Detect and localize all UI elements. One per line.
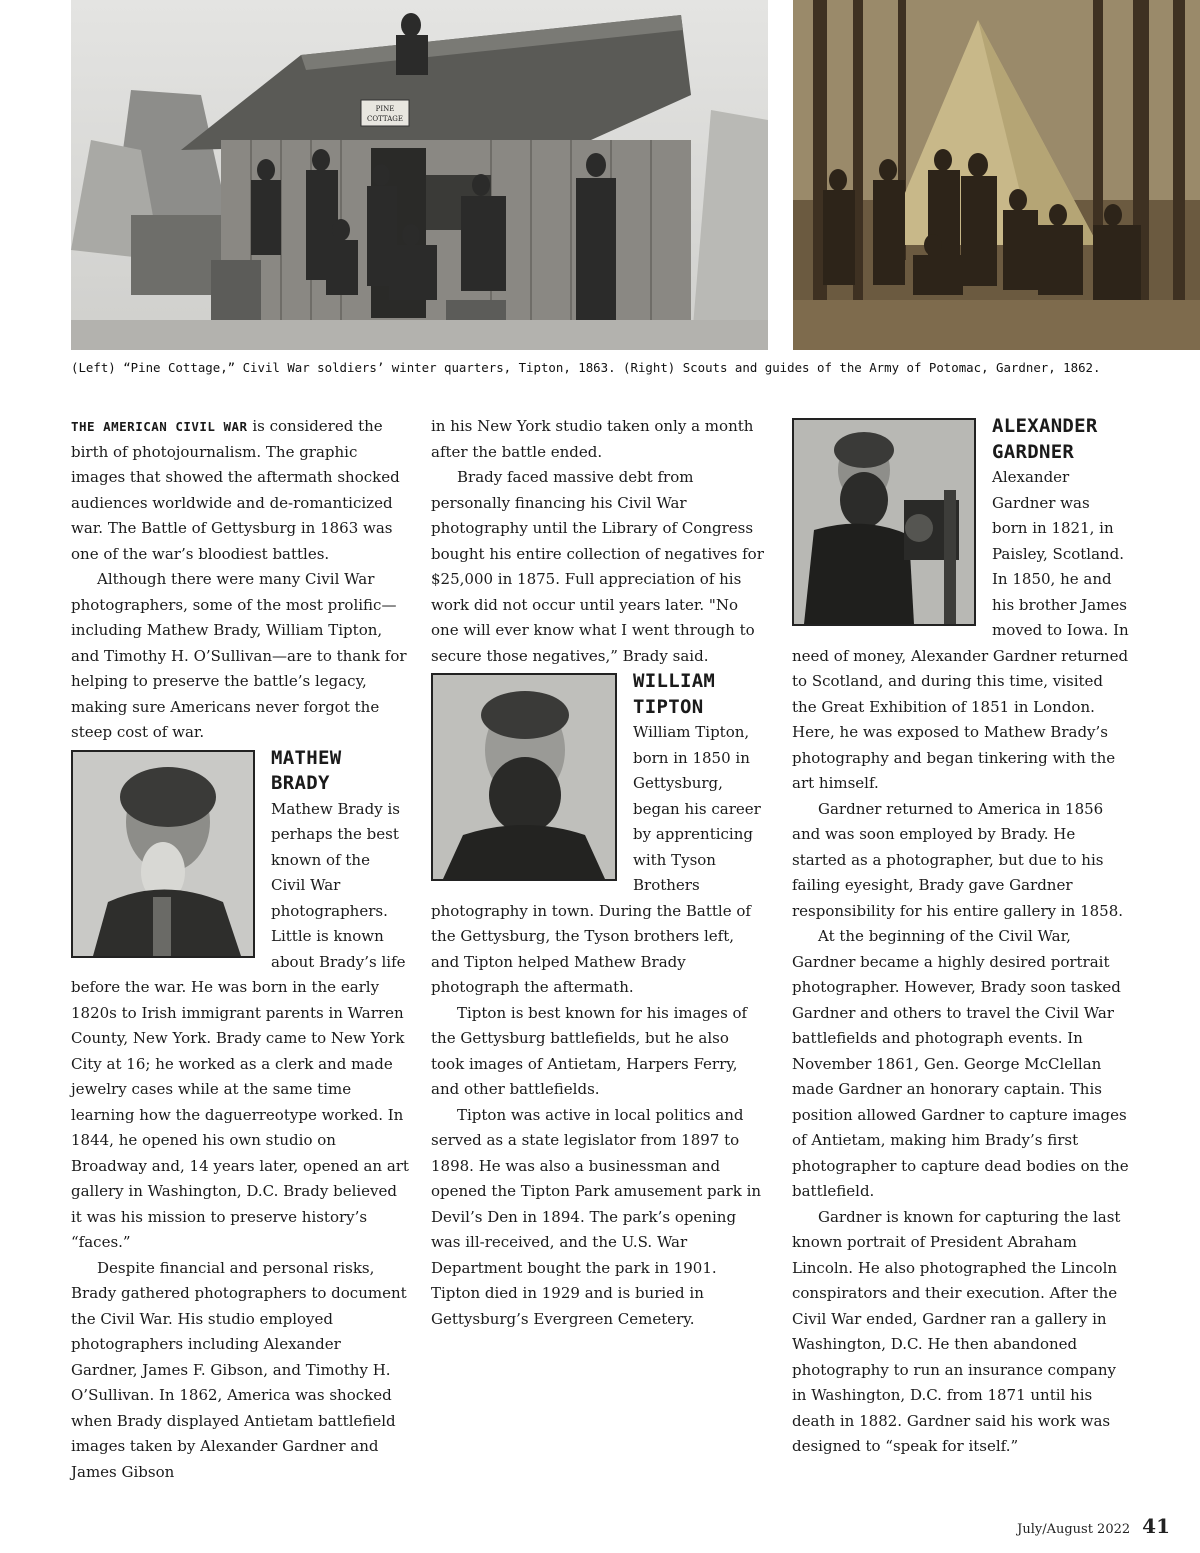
gardner-paragraph-4: Gardner is known for capturing the last known portrait of President Abraham Lincoln. He also photographed the Lincoln conspirators and their execution. After the Civil War ended, Gardner ran a gallery in Washington, D.C. He then abandoned photography to run an insurance company in Washington, D.C. from 1871 until his death in 1882. Gardner said his work was designed to “speak for itself.” bbox=[792, 1207, 1121, 1455]
column-3 bbox=[792, 414, 1129, 1460]
tipton-heading-line2: TIPTON bbox=[633, 695, 704, 718]
sign-text-line2: COTTAGE bbox=[367, 115, 403, 123]
intro-text: is considered the birth of photojournalism. The graphic images that showed the aftermath shocked audiences worldwide and de-romanticized war. The Battle of Gettysburg in 1863 was one of the war’s bloodiest battles. bbox=[71, 417, 400, 563]
gardner-heading-line2: GARDNER bbox=[992, 440, 1075, 463]
column-2 bbox=[431, 414, 765, 1332]
gardner-heading-line1: ALEXANDER bbox=[992, 415, 1098, 437]
tipton-paragraph-2: Tipton is best known for his images of the Gettysburg battlefields, but he also took images of Antietam, Harpers Ferry, and other battlefields. bbox=[431, 1003, 748, 1098]
mathew-brady-portrait bbox=[71, 750, 255, 958]
page-number: 41 bbox=[1142, 1514, 1170, 1538]
brady-heading-line2: BRADY bbox=[271, 772, 330, 794]
gardner-paragraph-3: At the beginning of the Civil War, Gardner became a highly desired portrait photographer. However, Brady soon tasked Gardner and others to travel the Civil War battlefields and photograph events. In November 1861, Gen. George McClellan made Gardner an honorary captain. This position allowed Gardner to capture images of Antietam, making him Brady’s first photographer to capture dead bodies on the battlefield. bbox=[792, 927, 1129, 1200]
gardner-paragraph-2: Gardner returned to America in 1856 and was soon employed by Brady. He started as a photographer, but due to his failing eyesight, Brady gave Gardner responsibility for his entire gallery in 1858. bbox=[792, 799, 1124, 920]
william-tipton-portrait bbox=[431, 673, 617, 881]
lead-in: THE AMERICAN CIVIL WAR bbox=[71, 419, 248, 434]
column-1 bbox=[71, 414, 409, 1485]
pine-cottage-photo bbox=[71, 0, 768, 350]
intro-paragraph bbox=[71, 414, 409, 567]
body-paragraph: Brady faced massive debt from personally financing his Civil War photography until the Library of Congress bought his entire collection of negatives for $25,000 in 1875. Full appreciation of his work did not occur until years later. "No one will ever know what I went through to secure those negatives,” Brady said. bbox=[431, 468, 764, 665]
tipton-heading-line1: WILLIAM bbox=[633, 670, 716, 692]
brady-paragraph-1: Mathew Brady is perhaps the best known of the Civil War photographers. Little is known about Brady’s life before the war. He was born in the early 1820s to Irish immigrant parents in Warren County, New York. Brady came to New York City at 16; he worked as a clerk and made jewelry cases while at the same time learning how the daguerreotype worked. In 1844, he opened his own studio on Broadway and, 14 years later, opened an art gallery in Washington, D.C. Brady believed it was his mission to preserve history’s “faces.” bbox=[71, 799, 409, 1251]
photo-caption: (Left) “Pine Cottage,” Civil War soldiers’ winter quarters, Tipton, 1863. (Right) Scouts and guides of the Army of Potomac, Gardner, 1862. bbox=[71, 360, 1101, 375]
alexander-gardner-portrait bbox=[792, 418, 976, 626]
brady-paragraph-2: Despite financial and personal risks, Brady gathered photographers to document the Civil War. His studio employed photographers including Alexander Gardner, James F. Gibson, and Timothy H. O’Sullivan. In 1862, America was shocked when Brady displayed Antietam battlefield images taken by Alexander Gardner and James Gibson bbox=[71, 1258, 407, 1481]
continued-paragraph: in his New York studio taken only a month after the battle ended. bbox=[431, 417, 754, 461]
brady-heading-line1: MATHEW bbox=[271, 746, 342, 769]
body-paragraph: Although there were many Civil War photographers, some of the most prolific—including Mathew Brady, William Tipton, and Timothy H. O’Sullivan—are to thank for helping to preserve the battle’s legacy, making sure Americans never forgot the steep cost of war. bbox=[71, 570, 407, 741]
gardner-paragraph-1: Alexander Gardner was born in 1821, in Paisley, Scotland. In 1850, he and his brother James moved to Iowa. In need of money, Alexander Gardner returned to Scotland, and during this time, visited the Great Exhibition of 1851 in London. Here, he was exposed to Mathew Brady’s photography and began tinkering with the art himself. bbox=[792, 468, 1129, 792]
sign-text-line1: PINE bbox=[375, 105, 395, 113]
scouts-and-guides-photo bbox=[793, 0, 1200, 350]
issue-date: July/August 2022 bbox=[1017, 1522, 1131, 1537]
page-footer bbox=[1017, 1514, 1170, 1538]
tipton-paragraph-3: Tipton was active in local politics and served as a state legislator from 1897 to 1898. He was also a businessman and opened the Tipton Park amusement park in Devil’s Den in 1894. The park’s opening was ill-received, and the U.S. War Department bought the park in 1901. Tipton died in 1929 and is buried in Gettysburg’s Evergreen Cemetery. bbox=[431, 1105, 762, 1328]
tipton-paragraph-1: William Tipton, born in 1850 in Gettysburg, began his career by apprenticing with Tyson Brothers photography in town. During the Battle of the Gettysburg, the Tyson brothers left, and Tipton helped Mathew Brady photograph the aftermath. bbox=[431, 723, 761, 996]
